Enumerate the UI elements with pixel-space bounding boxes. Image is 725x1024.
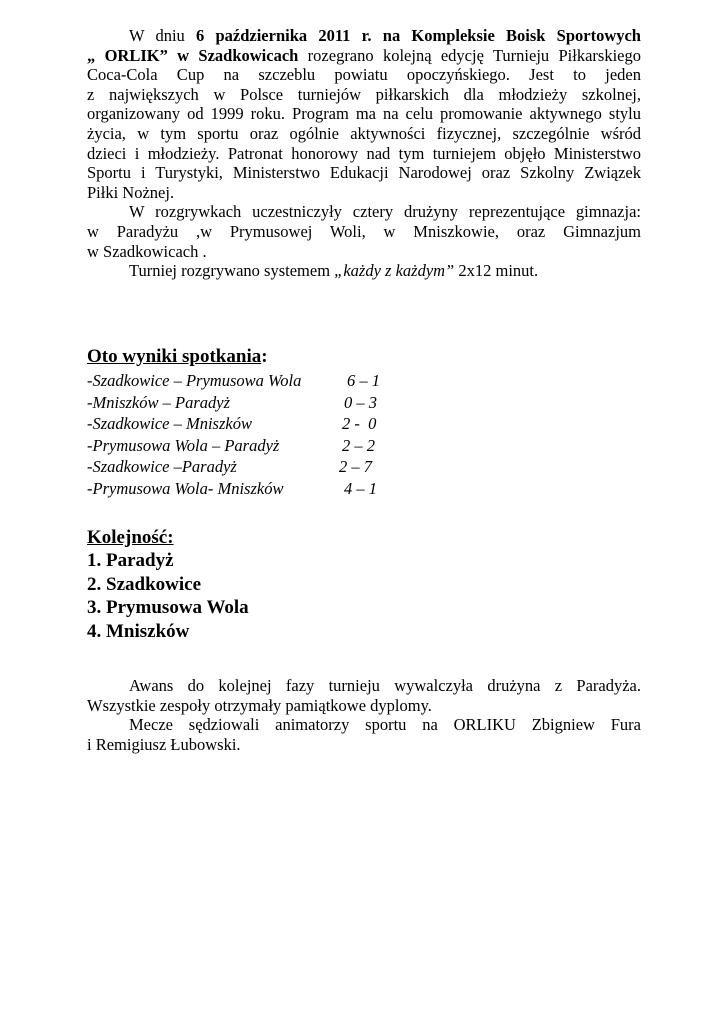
match-teams: -Szadkowice – Prymusowa Wola — [87, 371, 302, 390]
text-run: w Paradyżu ,w Prymusowej Woli, w Mniszkowie, oraz Gimnazjum — [87, 221, 641, 241]
text-run: Mecze sędziowali animatorzy sportu na ORLIKU Zbigniew Fura — [129, 715, 641, 735]
match-teams: -Prymusowa Wola – Paradyż — [87, 435, 280, 455]
results-heading-text: Oto wyniki spotkania — [87, 346, 262, 367]
text-line — [87, 65, 641, 85]
match-result — [87, 456, 372, 478]
text-run — [372, 26, 383, 45]
match-result — [87, 370, 380, 392]
results-heading — [87, 346, 268, 368]
results-heading-colon: : — [261, 346, 268, 367]
text-run: z największych w Polsce turniejów piłkarskich dla młodzieży szkolnej, — [87, 84, 641, 104]
ranking-list — [87, 549, 249, 643]
text-line — [87, 163, 641, 183]
text-line — [87, 222, 641, 242]
promotion-paragraph — [87, 676, 641, 715]
match-result — [87, 435, 375, 457]
text-line — [87, 183, 641, 203]
text-run: Coca-Cola Cup na szczeblu powiatu opoczyńskiego. Jest to jeden — [87, 65, 641, 85]
text-line — [87, 202, 641, 222]
ranking-item: 1. Paradyż — [87, 550, 174, 571]
match-teams: -Szadkowice – Mniszków — [87, 414, 252, 434]
text-run: na Kompleksie Boisk Sportowych — [382, 26, 641, 45]
ranking-item: 2. Szadkowice — [87, 573, 201, 595]
text-run: Piłki Nożnej. — [87, 182, 175, 202]
text-run: i Remigiusz Łubowski. — [87, 734, 241, 754]
text-line — [87, 26, 641, 46]
document-page — [87, 26, 641, 754]
text-line — [87, 696, 641, 716]
match-teams: -Mniszków – Paradyż — [87, 392, 230, 412]
text-run: dzieci i młodzieży. Patronat honorowy nad tym turniejem objęło Ministerstwo — [87, 143, 641, 163]
text-run: organizowany od 1999 roku. Program ma na celu promowanie aktywnego stylu — [87, 104, 641, 124]
text-run: „każdy z każdym” — [334, 261, 455, 281]
match-score: 0 – 3 — [344, 392, 377, 412]
text-line — [87, 715, 641, 735]
match-result — [87, 413, 377, 435]
text-line — [87, 85, 641, 105]
match-teams: -Szadkowice –Paradyż — [87, 457, 237, 477]
text-run: 6 października 2011 r. — [196, 26, 372, 45]
system-paragraph — [87, 261, 641, 281]
match-score: 6 – 1 — [347, 371, 380, 390]
match-result — [87, 392, 377, 414]
text-line — [87, 242, 641, 262]
text-run: w Szadkowicach . — [87, 241, 207, 261]
text-line — [87, 104, 641, 124]
teams-paragraph — [87, 202, 641, 261]
ranking-item: 4. Mniszków — [87, 620, 190, 642]
closing-section — [87, 676, 641, 754]
text-line — [87, 144, 641, 164]
text-run: Sportu i Turystyki, Ministerstwo Edukacji Narodowej oraz Szkolny Związek — [87, 163, 641, 183]
referees-paragraph — [87, 715, 641, 754]
text-line — [87, 124, 641, 144]
text-run: „ ORLIK” w Szadkowicach — [87, 45, 299, 65]
match-teams: -Prymusowa Wola- Mniszków — [87, 478, 284, 498]
ranking-item: 3. Prymusowa Wola — [87, 597, 249, 618]
text-run: Awans do kolejnej fazy turnieju wywalczyła drużyna z Paradyża. — [129, 676, 641, 695]
match-result — [87, 478, 377, 500]
text-run: 2x12 minut. — [454, 261, 539, 281]
text-line — [87, 676, 641, 696]
text-run: Wszystkie zespoły otrzymały pamiątkowe dyplomy. — [87, 695, 432, 715]
match-score: 2 - 0 — [342, 414, 377, 434]
text-line — [87, 46, 641, 66]
text-run: W dniu — [129, 26, 197, 45]
text-run: Turniej rozgrywano systemem — [129, 261, 335, 281]
match-score: 4 – 1 — [344, 478, 377, 498]
ranking-heading: Kolejność: — [87, 527, 174, 548]
match-score: 2 – 7 — [339, 457, 372, 477]
text-run: W rozgrywkach uczestniczyły cztery drużyny reprezentujące gimnazja: — [129, 202, 641, 222]
match-results-list — [87, 370, 380, 500]
text-run: rozegrano kolejną edycję Turnieju Piłkarskiego — [298, 45, 641, 65]
text-run: życia, w tym sportu oraz ogólnie aktywności fizycznej, szczególnie wśród — [87, 123, 641, 143]
intro-paragraph — [87, 26, 641, 202]
text-line — [87, 735, 641, 755]
match-score: 2 – 2 — [342, 435, 375, 455]
text-line — [87, 261, 641, 281]
